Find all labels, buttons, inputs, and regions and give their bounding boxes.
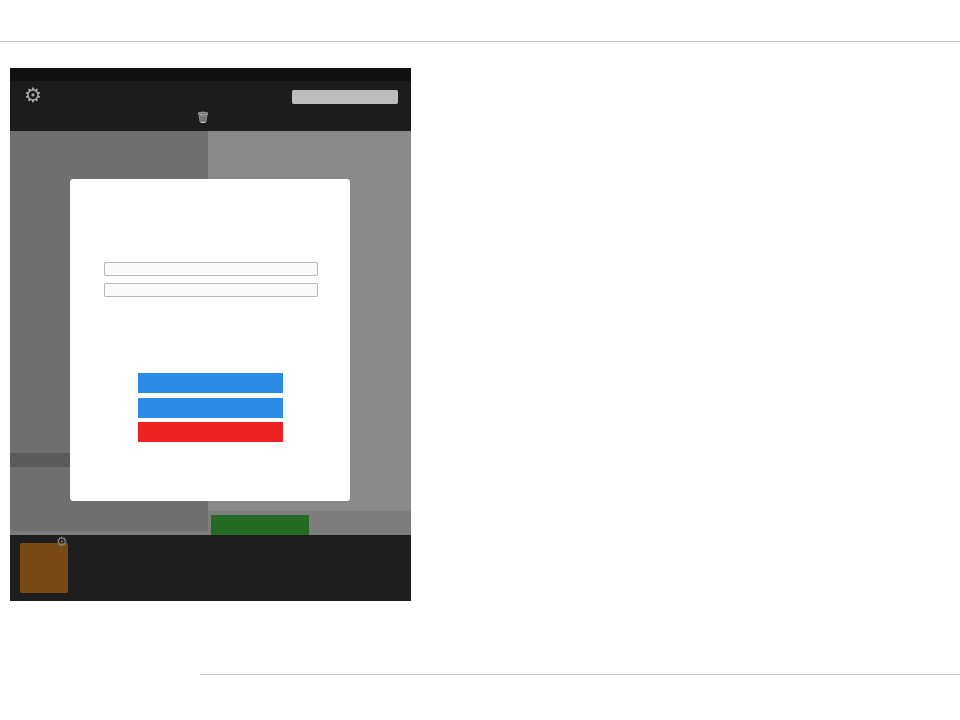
product-group-tile[interactable] xyxy=(20,543,68,593)
save-group-button[interactable] xyxy=(138,373,283,393)
color-swatch[interactable] xyxy=(229,321,249,351)
color-swatch[interactable] xyxy=(140,321,160,351)
trash-icon[interactable]: 🗑 xyxy=(196,112,210,124)
color-swatch[interactable] xyxy=(251,336,271,366)
color-swatch[interactable] xyxy=(273,321,293,351)
color-swatch[interactable] xyxy=(96,321,116,351)
footer-divider xyxy=(200,674,960,675)
app-toolbar xyxy=(10,81,411,131)
product-group-bar xyxy=(10,535,411,601)
ean-search-input[interactable] xyxy=(292,90,398,104)
edit-product-group-dialog xyxy=(70,179,350,501)
cancel-button[interactable] xyxy=(138,398,283,418)
group-name-input[interactable] xyxy=(104,262,318,276)
color-swatch[interactable] xyxy=(317,321,337,351)
color-swatch[interactable] xyxy=(207,336,227,366)
tile-settings-gear-icon[interactable]: ⚙ xyxy=(56,534,68,549)
color-swatch[interactable] xyxy=(118,336,138,366)
header-divider xyxy=(0,41,960,42)
add-product-group-button[interactable] xyxy=(211,515,309,535)
delete-group-button[interactable] xyxy=(138,422,283,442)
color-swatch[interactable] xyxy=(185,321,205,351)
color-swatch[interactable] xyxy=(162,336,182,366)
ios-status-bar xyxy=(10,68,411,81)
color-swatch[interactable] xyxy=(295,336,315,366)
settings-gear-icon[interactable]: ⚙ xyxy=(24,85,42,107)
app-screenshot xyxy=(10,68,411,601)
instructions-text xyxy=(491,90,941,109)
vat-percent-input[interactable] xyxy=(104,283,318,297)
